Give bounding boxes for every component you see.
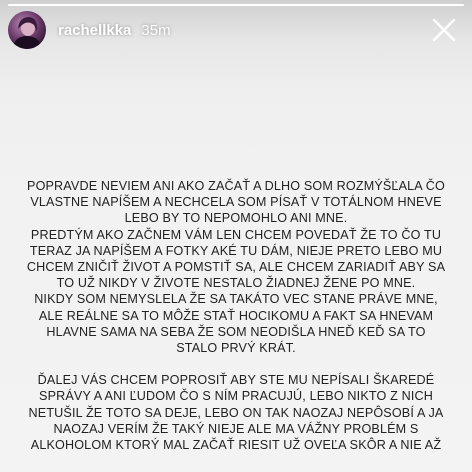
story-text-line: ALKOHOLOM KTORÝ MAL ZAČAŤ RIESIT UŽ OVEĽA SKÔR A NIE AŽ bbox=[30, 438, 442, 453]
story-text-line: NIKDY SOM NEMYSLELA ŽE SA TAKÁTO VEC STANE PRÁVE MNE, bbox=[34, 292, 438, 307]
story-paragraph bbox=[14, 178, 458, 356]
story-text-line: CHCEM ZNIČIŤ ŽIVOT A POMSTIŤ SA, ALE CHCEM ZARIADIŤ ABY SA bbox=[26, 260, 446, 275]
story-text-line: NAOZAJ VERÍM ŽE TAKÝ NIEJE ALE MA VÁŽNY PROBLÉM S bbox=[53, 421, 419, 436]
story-paragraph bbox=[14, 372, 458, 453]
story-text-line: PREDTÝM AKO ZAČNEM VÁM LEN CHCEM POVEDAŤ ŽE TO ČO TU bbox=[30, 227, 442, 242]
story-text-line: ĎALEJ VÁS CHCEM POPROSIŤ ABY STE MU NEPÍSALI ŠKAREDÉ bbox=[37, 373, 435, 388]
story-text bbox=[14, 178, 458, 453]
story-text-line: ALE REÁLNE SA TO MÔŽE STAŤ HOCIKOMU A FAKT SA HNEVAM bbox=[38, 308, 434, 323]
story-text-line: LEBO BY TO NEPOMOHLO ANI MNE. bbox=[124, 211, 348, 226]
story-text-line: HLAVNE SAMA NA SEBA ŽE SOM NEODIŠLA HNEĎ KEĎ SA TO bbox=[46, 324, 426, 339]
story-progress-bar bbox=[8, 4, 464, 6]
story-text-line: NETUŠIL ŽE TOTO SA DEJE, LEBO ON TAK NAOZAJ NEPÔSOBÍ A JA bbox=[28, 405, 444, 420]
avatar-image bbox=[8, 11, 46, 49]
story-text-line: TERAZ JA NAPÍŠEM A FOTKY AKÉ TU DÁM, NIEJE PRETO LEBO MU bbox=[29, 243, 443, 258]
story-text-line: TO UŽ NIKDY V ŽIVOTE NESTALO ŽIADNEJ ŽENE PO MNE. bbox=[56, 276, 416, 291]
username[interactable]: rachellkka bbox=[58, 21, 132, 39]
close-icon bbox=[431, 17, 457, 43]
story-header bbox=[8, 10, 464, 50]
story-timestamp: 35m bbox=[141, 21, 171, 39]
story-text-line: POPRAVDE NEVIEM ANI AKO ZAČAŤ A DLHO SOM ROZMÝŠĽALA ČO bbox=[27, 179, 445, 193]
story-text-line: STALO PRVÝ KRÁT. bbox=[176, 341, 296, 356]
story-text-line: VLASTNE NAPÍŠEM A NECHCELA SOM PÍSAŤ V TOTÁLNOM HNEVE bbox=[30, 195, 442, 210]
story-text-line: SPRÁVY A ANI ĽUDOM ČO S NÍM PRACUJÚ, LEBO NIKTO Z NICH bbox=[39, 389, 433, 404]
story-progress-fill bbox=[8, 4, 464, 6]
close-button[interactable] bbox=[428, 14, 460, 46]
avatar[interactable] bbox=[8, 11, 46, 49]
